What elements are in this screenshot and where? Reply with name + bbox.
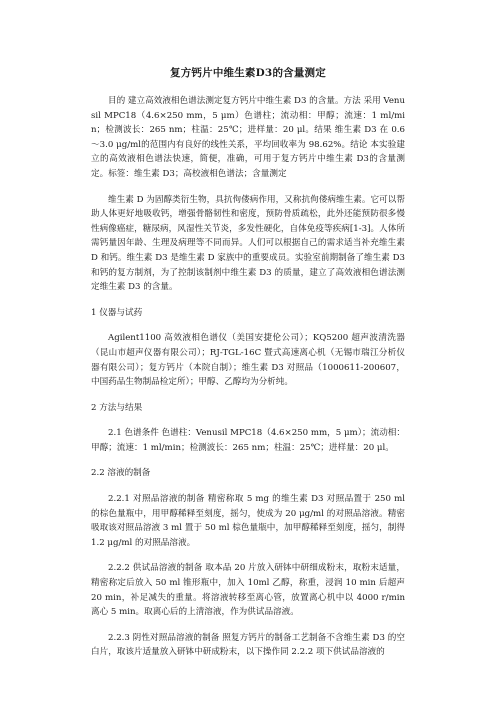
instruments-paragraph: Agilent1100 高效液相色谱仪（美国安捷伦公司）；KQ5200 超声波清洗器（昆山市超声仪器有限公司）；RJ-TGL-16C 暨式高速离心机（无锡市瑞江分析仪器有限公司）；复方钙片（本院自制）；维生素 D3 对照品（1000611-200607，中国药品生物制品检定所）；甲醇、乙醇均为分析纯。	[91, 333, 405, 388]
chromatographic-conditions-paragraph: 2.1 色谱条件 色谱柱：Venusil MPC18（4.6×250 mm，5 μm）；流动相：甲醇；流速：1 ml/min；检测波长：265 nm；柱温：25℃；进样量：20 μl。	[91, 428, 405, 453]
section-heading-solution-prep: 2.2 溶液的制备	[91, 468, 151, 479]
paper-title: 复方钙片中维生素D3的含量测定	[170, 67, 326, 79]
section-heading-instruments: 1 仪器与试药	[91, 307, 143, 318]
negative-control-paragraph: 2.2.3 阴性对照品溶液的制备 照复方钙片的制备工艺制备不含维生素 D3 的空白片，取该片适量放入研钵中研成粉末，以下操作同 2.2.2 项下供试品溶液的	[91, 632, 405, 658]
section-heading-methods: 2 方法与结果	[91, 402, 143, 413]
document-page	[91, 66, 405, 671]
reference-solution-paragraph: 2.2.1 对照品溶液的制备 精密称取 5 mg 的维生素 D3 对照品置于 250 ml 的棕色量瓶中，用甲醇稀释至刻度，摇匀，使成为 20 μg/ml 的对照品溶液。精密吸取该对照品溶液 3 ml 置于 50 ml 棕色量瓶中，加甲醇稀释至刻度，摇匀，制得 1.2 μg/ml 的对照品溶液。	[91, 494, 405, 548]
intro-paragraph: 维生素 D 为固醇类衍生物，具抗佝偻病作用，又称抗佝偻病维生素。它可以帮助人体更好地吸收钙，增强骨骼韧性和密度，预防骨质疏松，此外还能预防很多慢性病像癌症，糖尿病，风湿性关节炎，多发性硬化，自体免疫等疾病[1-3]。人体所需钙量因年龄、生理及病理等不同而异。人们可以根据自己的需求适当补充维生素 D 和钙。维生素 D3 是维生素 D 家族中的重要成员。实验室前期制备了维生素 D3 和钙的复方制剂，为了控制该制剂中维生素 D3 的质量，建立了高效液相色谱法测定维生素 D3 的含量。	[91, 194, 405, 293]
abstract-paragraph: 目的 建立高效液相色谱法测定复方钙片中维生素 D3 的含量。方法 采用 Venusil MPC18（4.6×250 mm，5 μm）色谱柱；流动相：甲醇；流速：1 ml/min；检测波长：265 nm；柱温：25℃；进样量：20 μl。结果 维生素 D3 在 0.6～3.0 μg/ml的范围内有良好的线性关系，平均回收率为 98.62%。结论 本实验建立的高效液相色谱法快速，简便，准确，可用于复方钙片中维生素 D3的含量测定。标签：维生素 D3；高校液相色谱法；含量测定	[91, 96, 405, 179]
sample-solution-paragraph: 2.2.2 供试品溶液的制备 取本品 20 片放入研钵中研细成粉末，取粉末适量，精密称定后放入 50 ml 锥形瓶中，加入 10ml 乙醇，称重，浸润 10 min 后超声 20 min，补足减失的重量。将溶液转移至离心管，放置离心机中以 4000 r/min 离心 5 min。取离心后的上清溶液，作为供试品溶液。	[91, 563, 405, 618]
